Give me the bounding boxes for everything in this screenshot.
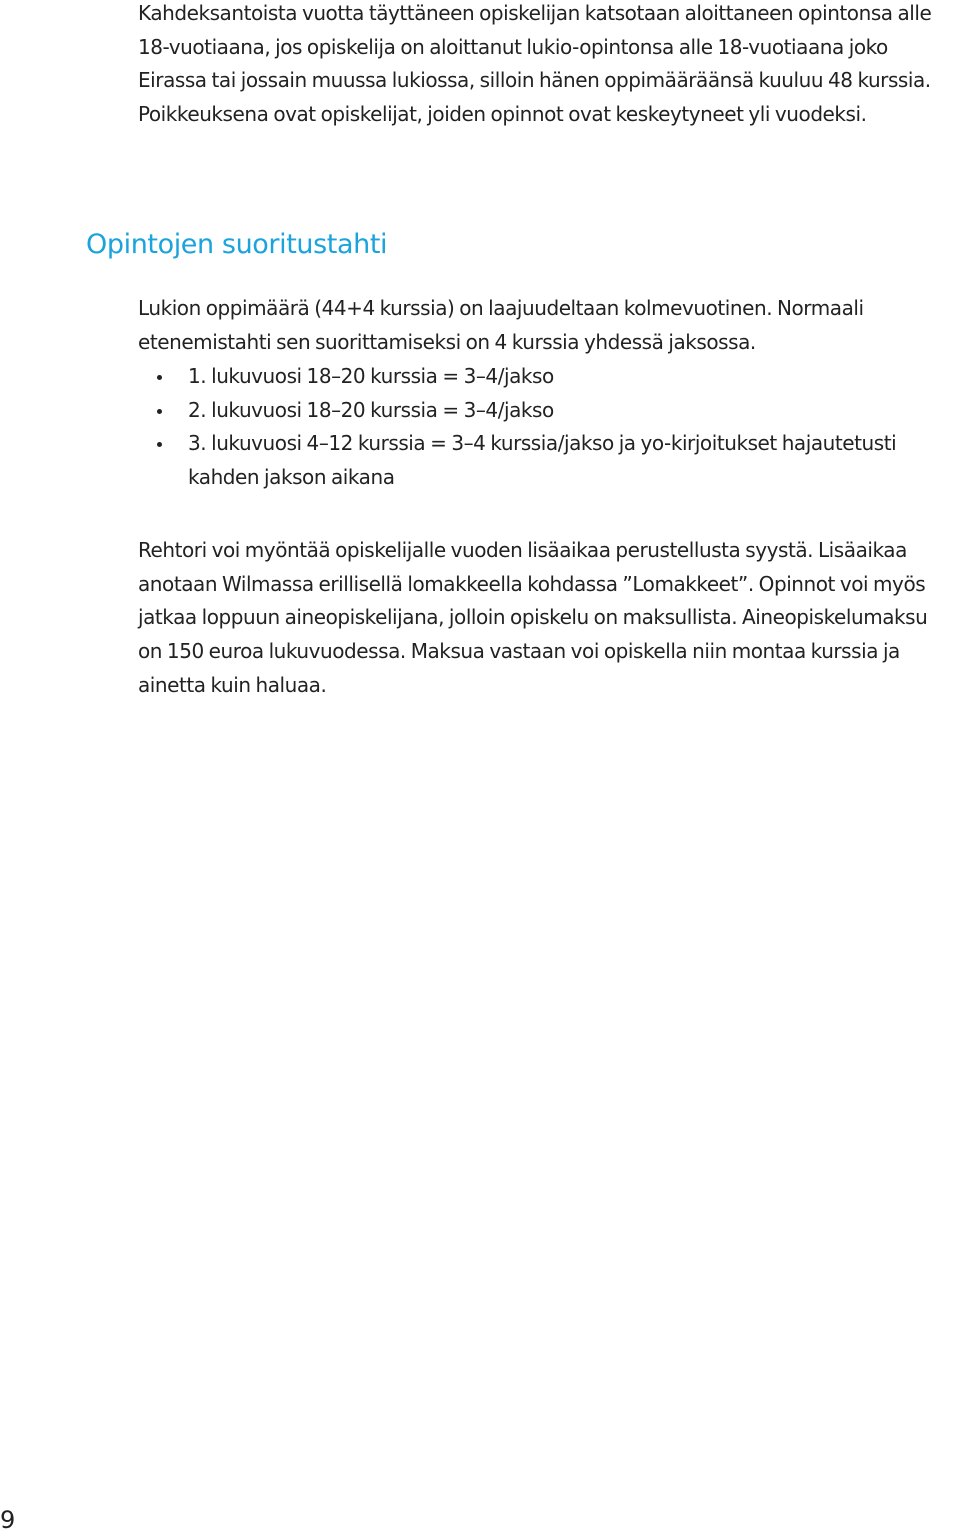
- list-item-text: 2. lukuvuosi 18–20 kurssia = 3–4/jakso: [188, 397, 554, 422]
- section-paragraph: Lukion oppimäärä (44+4 kurssia) on laajuudeltaan kolmevuotinen. Normaali etenemistahti sen suorittamiseksi on 4 kurssia yhdessä jaksossa.: [138, 296, 864, 354]
- list-item-text: 3. lukuvuosi 4–12 kurssia = 3–4 kurssia/jakso ja yo-kirjoitukset hajautetusti kahden jakson aikana: [188, 431, 897, 490]
- bullet-icon: [157, 442, 162, 447]
- bullet-icon: [157, 409, 162, 414]
- list-item: [138, 427, 948, 494]
- bullet-icon: [157, 375, 162, 380]
- study-pace-list: [138, 360, 948, 495]
- section-heading: Opintojen suoritustahti: [86, 229, 388, 260]
- page-number: 9: [0, 1506, 16, 1534]
- list-item: [138, 360, 948, 394]
- intro-paragraph: Kahdeksantoista vuotta täyttäneen opiskelijan katsotaan aloittaneen opintonsa alle 18-vuotiaana, jos opiskelija on aloittanut lukio-opintonsa alle 18-vuotiaana joko Eirassa tai jossain muussa lukiossa, silloin hänen oppimääräänsä kuuluu 48 kurssia. Poikkeuksena ovat opiskelijat, joiden opinnot ovat keskeytyneet yli vuodeksi.: [138, 1, 932, 127]
- closing-paragraph: Rehtori voi myöntää opiskelijalle vuoden lisäaikaa perustellusta syystä. Lisäaikaa anotaan Wilmassa erillisellä lomakkeella kohdassa ”Lomakkeet”. Opinnot voi myös jatkaa loppuun aineopiskelijana, jolloin opiskelu on maksullista. Aineopiskelumaksu on 150 euroa lukuvuodessa. Maksua vastaan voi opiskella niin montaa kurssia ja ainetta kuin haluaa.: [138, 538, 928, 697]
- list-item: [138, 394, 948, 428]
- list-item-text: 1. lukuvuosi 18–20 kurssia = 3–4/jakso: [188, 364, 554, 388]
